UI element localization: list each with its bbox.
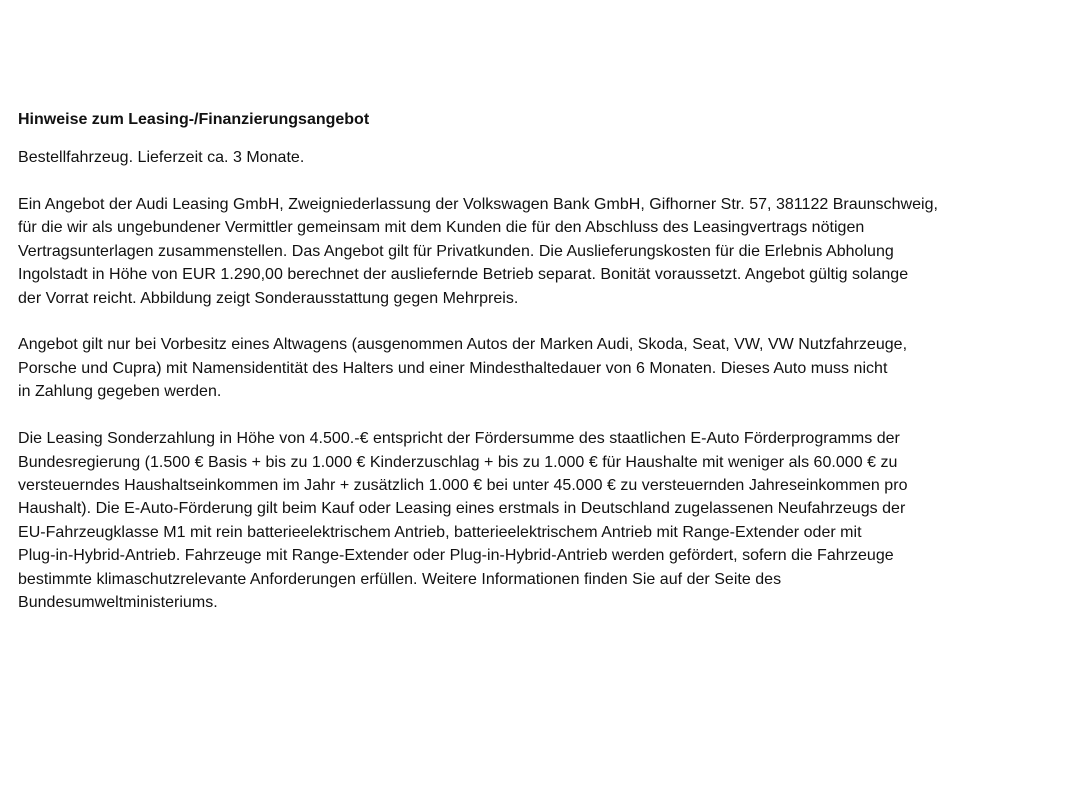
paragraph-line: Angebot gilt nur bei Vorbesitz eines Altwagens (ausgenommen Autos der Marken Audi, Skoda, Seat, VW, VW Nutzfahrzeuge,	[18, 336, 908, 354]
notice-paragraph-1	[18, 146, 1063, 169]
paragraph-line: Ein Angebot der Audi Leasing GmbH, Zweigniederlassung der Volkswagen Bank GmbH, Gifhorner Str. 57, 381122 Braunschweig,	[18, 195, 938, 213]
paragraph-line: bestimmte klimaschutzrelevante Anforderungen erfüllen. Weitere Informationen finden Sie auf der Seite des	[18, 570, 782, 588]
paragraph-line: Ingolstadt in Höhe von EUR 1.290,00 berechnet der ausliefernde Betrieb separat. Bonität voraussetzt. Angebot gültig solange	[18, 266, 909, 284]
paragraph-line: Plug-in-Hybrid-Antrieb. Fahrzeuge mit Range-Extender oder Plug-in-Hybrid-Antrieb werden gefördert, sofern die Fahrzeuge	[18, 547, 894, 565]
notice-heading: Hinweise zum Leasing-/Finanzierungsangebot	[18, 111, 370, 128]
notice-paragraph-4	[18, 427, 1063, 614]
paragraph-line: EU-Fahrzeugklasse M1 mit rein batterieelektrischem Antrieb, batterieelektrischem Antrieb mit Range-Extender oder mit	[18, 523, 862, 541]
paragraph-line: in Zahlung gegeben werden.	[18, 383, 222, 401]
paragraph-line: Bundesumweltministeriums.	[18, 594, 218, 611]
paragraph-line: Die Leasing Sonderzahlung in Höhe von 4.500.-€ entspricht der Fördersumme des staatlichen E-Auto Förderprogramms der	[18, 430, 900, 448]
leasing-notice	[18, 108, 1063, 638]
paragraph-line: Porsche und Cupra) mit Namensidentität des Halters und einer Mindesthaltedauer von 6 Monaten. Dieses Auto muss nicht	[18, 359, 888, 377]
notice-paragraph-3	[18, 333, 1063, 403]
paragraph-line: versteuerndes Haushaltseinkommen im Jahr + zusätzlich 1.000 € bei unter 45.000 € zu versteuernden Jahreseinkommen pro	[18, 476, 908, 494]
paragraph-line: Bundesregierung (1.500 € Basis + bis zu 1.000 € Kinderzuschlag + bis zu 1.000 € für Haushalte mit weniger als 60.000 € zu	[18, 453, 898, 471]
notice-paragraph-2	[18, 193, 1063, 310]
paragraph-line: für die wir als ungebundener Vermittler gemeinsam mit dem Kunden die für den Abschluss des Leasingvertrags nötigen	[18, 219, 865, 237]
paragraph-line: Vertragsunterlagen zusammenstellen. Das Angebot gilt für Privatkunden. Die Auslieferungskosten für die Erlebnis Abholung	[18, 242, 894, 260]
paragraph-line: Haushalt). Die E-Auto-Förderung gilt beim Kauf oder Leasing eines erstmals in Deutschland zugelassenen Neufahrzeugs der	[18, 500, 906, 518]
notice-body	[18, 146, 1063, 614]
paragraph-line: der Vorrat reicht. Abbildung zeigt Sonderausstattung gegen Mehrpreis.	[18, 289, 519, 307]
paragraph-line: Bestellfahrzeug. Lieferzeit ca. 3 Monate.	[18, 149, 305, 166]
